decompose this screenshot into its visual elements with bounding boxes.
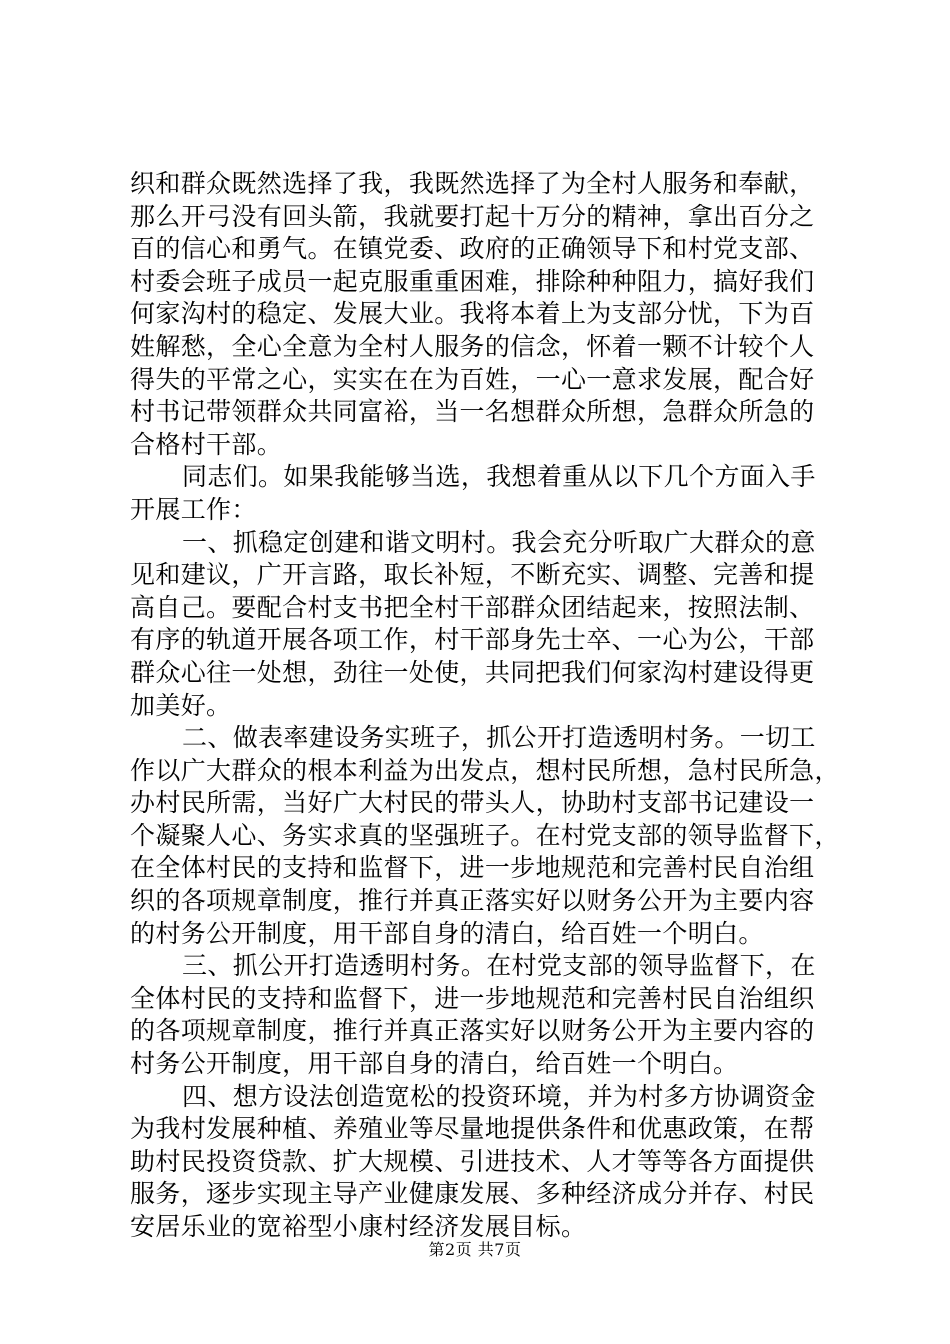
text-line: 何家沟村的稳定、发展大业。我将本着上为支部分忧，下为百	[130, 299, 815, 329]
document-body	[130, 168, 840, 1244]
text-line: 助村民投资贷款、扩大规模、引进技术、人才等等各方面提供	[130, 1146, 815, 1176]
text-line: 织的各项规章制度，推行并真正落实好以财务公开为主要内容	[130, 886, 815, 916]
paragraph-first-line: 二、做表率建设务实班子，抓公开打造透明村务。一切工	[182, 723, 816, 753]
text-line: 的村务公开制度，用干部自身的清白，给百姓一个明白。	[130, 918, 764, 948]
text-line: 安居乐业的宽裕型小康村经济发展目标。	[130, 1212, 587, 1241]
text-line: 全体村民的支持和监督下，进一步地规范和完善村民自治组织	[130, 983, 815, 1013]
text-line: 作以广大群众的根本利益为出发点，想村民所想，急村民所急，	[130, 755, 840, 785]
text-line: 为我村发展种植、养殖业等尽量地提供条件和优惠政策，在帮	[130, 1114, 815, 1144]
text-line: 百的信心和勇气。在镇党委、政府的正确领导下和村党支部、	[130, 234, 815, 264]
text-line: 服务，逐步实现主导产业健康发展、多种经济成分并存、村民	[130, 1179, 815, 1209]
text-line: 姓解愁，全心全意为全村人服务的信念，怀着一颗不计较个人	[130, 331, 815, 361]
text-line: 有序的轨道开展各项工作，村干部身先士卒、一心为公，干部	[130, 625, 815, 655]
text-line: 办村民所需，当好广大村民的带头人，协助村支部书记建设一	[130, 788, 815, 818]
text-line: 村书记带领群众共同富裕，当一名想群众所想，急群众所急的	[130, 397, 815, 427]
paragraph-first-line: 同志们。如果我能够当选，我想着重从以下几个方面入手	[182, 462, 816, 492]
text-line: 高自己。要配合村支书把全村干部群众团结起来，按照法制、	[130, 592, 815, 622]
text-line: 合格村干部。	[130, 429, 283, 459]
text-line: 在全体村民的支持和监督下，进一步地规范和完善村民自治组	[130, 853, 815, 883]
text-line: 那么开弓没有回头箭，我就要打起十万分的精神，拿出百分之	[130, 201, 815, 231]
text-line: 见和建议，广开言路，取长补短，不断充实、调整、完善和提	[130, 560, 815, 590]
text-line: 村委会班子成员一起克服重重困难，排除种种阻力，搞好我们	[130, 266, 815, 296]
text-line: 得失的平常之心，实实在在为百姓，一心一意求发展，配合好	[130, 364, 815, 394]
page-number-footer: 第2页 共7页	[428, 1240, 522, 1259]
text-line: 村务公开制度，用干部自身的清白，给百姓一个明白。	[130, 1049, 739, 1079]
paragraph-first-line: 四、想方设法创造宽松的投资环境，并为村多方协调资金	[182, 1081, 816, 1111]
text-line: 群众心往一处想，劲往一处使，共同把我们何家沟村建设得更	[130, 657, 815, 687]
text-line: 织和群众既然选择了我，我既然选择了为全村人服务和奉献，	[130, 169, 815, 198]
paragraph-first-line: 一、抓稳定创建和谐文明村。我会充分听取广大群众的意	[182, 527, 816, 557]
text-line: 开展工作：	[130, 494, 257, 524]
text-line: 的各项规章制度，推行并真正落实好以财务公开为主要内容的	[130, 1016, 815, 1046]
paragraph-first-line: 三、抓公开打造透明村务。在村党支部的领导监督下，在	[182, 951, 816, 981]
text-line: 加美好。	[130, 690, 232, 720]
text-line: 个凝聚人心、务实求真的坚强班子。在村党支部的领导监督下，	[130, 820, 840, 850]
